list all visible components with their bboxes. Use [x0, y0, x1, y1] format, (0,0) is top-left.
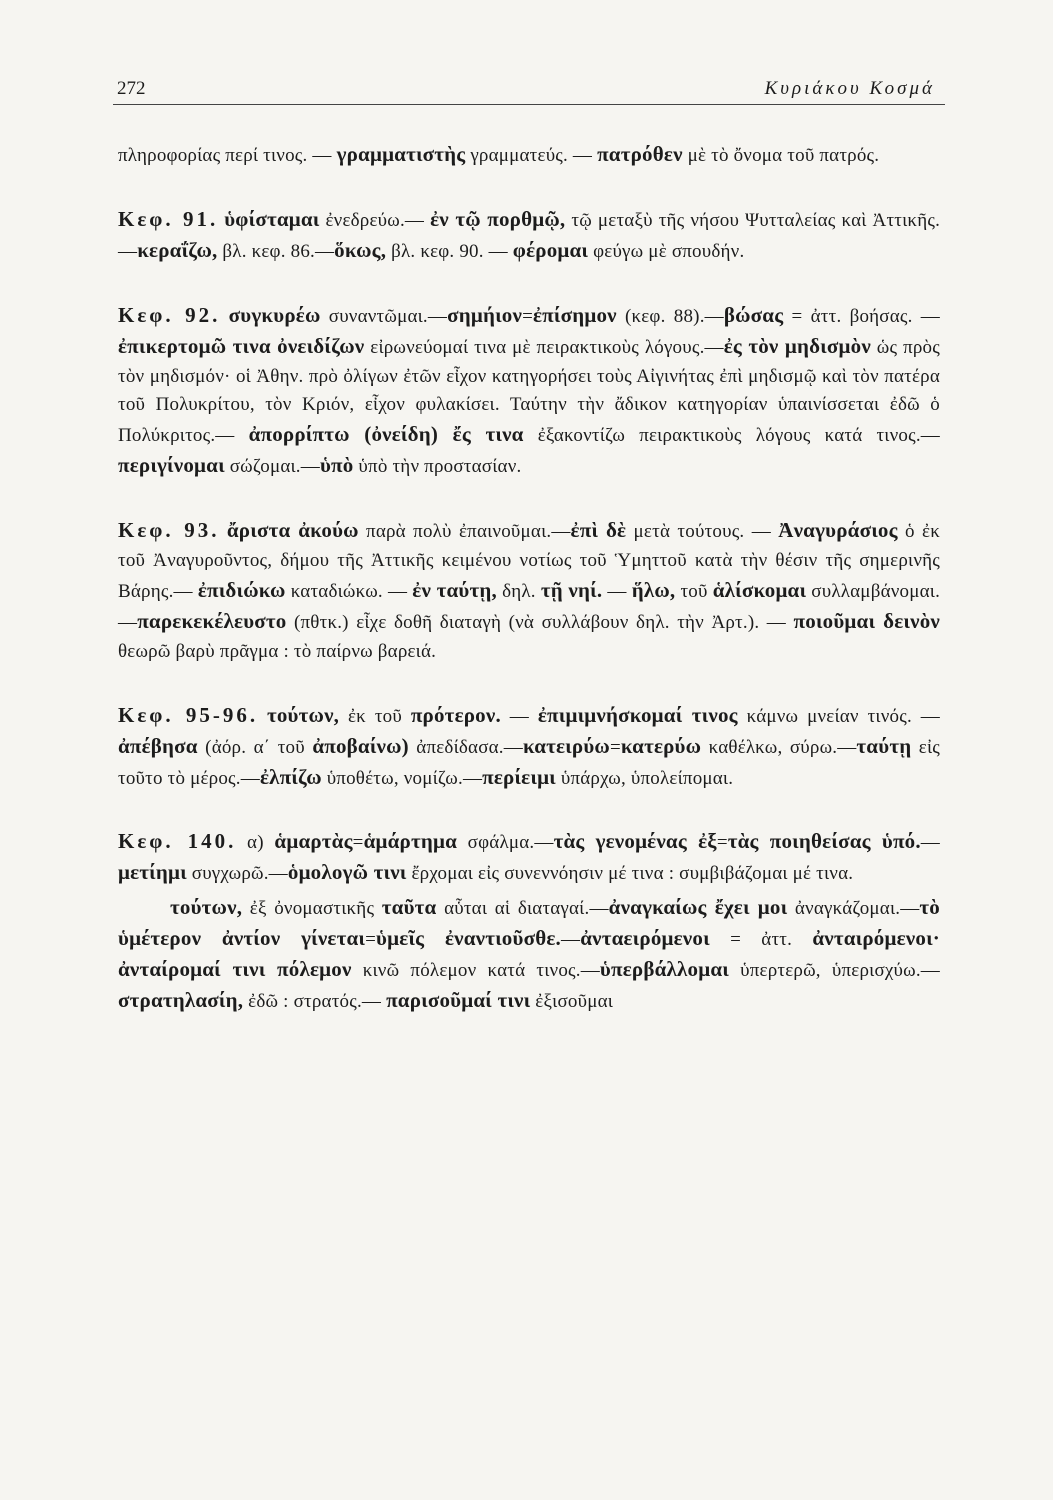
page-body [118, 140, 940, 1017]
lemma-term: ὑφίσταμαι [224, 206, 320, 231]
page-number: 272 [117, 78, 146, 99]
paragraph-continuation [118, 140, 940, 171]
chapter-ref: Κεφ. 93. [118, 518, 220, 543]
lemma-term: ἁμαρτὰς [274, 829, 353, 854]
gloss-text: ἀναγκάζομαι.— [787, 898, 920, 920]
gloss-text: = [365, 929, 377, 951]
gloss-text: τῷ μεταξὺ τῆς νήσου Ψυτταλείας καὶ Ἀττικῆς.— [118, 209, 941, 262]
lemma-term: ὑπερβάλλομαι [599, 957, 729, 982]
lemma-term: ἀνταιρόμενοι· ἀνταίρομαί τινι πόλεμον [118, 926, 940, 982]
lemma-term: ἁμάρτημα [363, 829, 458, 854]
lemma-term: πρότερον. [410, 702, 501, 727]
lemma-term: κατειρύω [522, 733, 610, 758]
gloss-text: ὑποθέτω, νομίζω.— [321, 767, 483, 789]
lemma-term: ἀπέβησα [118, 733, 198, 758]
gloss-text: ὁ ἐκ τοῦ Ἀναγυροῦντος, δήμου τῆς Ἀττικῆς κειμένου νοτίως τοῦ Ὑμηττοῦ κατὰ τὴν θέσιν τῆς σημερινῆς Βάρης.— [118, 521, 940, 602]
gloss-text: (ἀόρ. α΄ τοῦ [197, 736, 313, 758]
lemma-term: περιγίνομαι [118, 453, 225, 478]
lemma-term: παρισοῦμαί τινι [386, 987, 531, 1012]
lemma-term: τὰς ποιηθείσας ὑπό. [727, 829, 921, 854]
lemma-term: ἐπὶ δὲ [570, 518, 627, 543]
gloss-text: καθέλκω, σύρω.— [701, 736, 857, 758]
gloss-text: βλ. κεφ. 90. — [386, 240, 513, 262]
lemma-term: γραμματιστὴς [336, 142, 466, 166]
lemma-term: ὑμεῖς ἐναντιοῦσθε. [376, 926, 561, 951]
lemma-term: ὅκως, [334, 237, 387, 262]
header-rule [113, 104, 945, 105]
gloss-text: αὗται αἱ διαταγαί.— [436, 898, 609, 920]
gloss-text: γραμματεύς. — [465, 145, 598, 166]
lemma-term: ἁλίσκομαι [712, 577, 807, 602]
gloss-text: φεύγω μὲ σπουδήν. [588, 240, 745, 262]
paragraph-kef-92 [118, 301, 940, 482]
gloss-text: = [522, 305, 533, 327]
gloss-text: εἰρωνεύομαί τινα μὲ πειρακτικοὺς λόγους.— [364, 336, 724, 358]
running-head: Κυριάκου Κοσμά [764, 78, 935, 99]
lemma-term: ἄριστα ἀκούω [226, 518, 359, 543]
lemma-term: συγκυρέω [228, 302, 321, 327]
lemma-term: πατρόθεν [597, 142, 683, 166]
gloss-text: — [920, 832, 940, 854]
lemma-term: ἐπίσημον [533, 302, 617, 327]
lemma-term: ἐπιδιώκω [197, 577, 286, 602]
lemma-term: ταῦτα [381, 895, 437, 920]
gloss-text: — [602, 580, 632, 602]
gloss-text: ὡς πρὸς τὸν μηδισμόν· οἱ Ἀθην. πρὸ ὀλίγων ἐτῶν εἶχον κατηγορήσει τοὺς Αἰγινήτας ἐπὶ μηδισμῷ καὶ τὸν πατέρα τοῦ Πολυκρίτου, τὸν Κριόν, εἶχον φυλακίσει. Ταύτην τὴν ἄδικον κατηγορίαν ὑπαινίσσεται ἐδῶ ὁ Πολύκριτος.— [118, 336, 940, 447]
lemma-term: τὰς γενομένας ἐξ [553, 829, 717, 854]
lemma-term: ἀπορρίπτω (ὀνείδη) ἔς τινα [248, 422, 524, 447]
gloss-text: συγχωρῶ.— [186, 863, 288, 885]
chapter-ref: Κεφ. 91. [118, 206, 219, 231]
gloss-text: μὲ τὸ ὄνομα τοῦ πατρός. [682, 145, 880, 166]
gloss-text: βλ. κεφ. 86.— [217, 240, 335, 262]
gloss-text: ἔρχομαι εἰς συνεννόησιν μέ τινα : συμβιβάζομαι μέ τινα. [406, 863, 854, 885]
gloss-text: συναντῶμαι.— [320, 305, 448, 327]
gloss-text: κινῶ πόλεμον κατά τινος.— [351, 960, 600, 982]
lemma-term: ἐν τῷ πορθμῷ, [430, 206, 566, 231]
lemma-term: ἥλω, [631, 577, 676, 602]
lemma-term: ὑπὸ [319, 453, 354, 478]
gloss-text: (κεφ. 88).— [616, 305, 724, 327]
gloss-text: ὑπερτερῶ, ὑπερισχύω.— [729, 960, 941, 982]
lemma-term: Ἀναγυράσιος [778, 518, 898, 543]
chapter-ref: Κεφ. 92. [118, 302, 221, 327]
gloss-text: μετὰ τούτους. — [626, 521, 779, 543]
lemma-term: ἐπικερτομῶ τινα ὀνειδίζων [118, 333, 365, 358]
gloss-text: = ἀττ. [709, 929, 813, 951]
lemma-term: κατερύω [620, 733, 702, 758]
gloss-text: ἐνεδρεύω.— [319, 209, 431, 231]
chapter-ref: Κεφ. 95-96. [118, 702, 259, 727]
lemma-term: ἐς τὸν μηδισμὸν [723, 333, 871, 358]
gloss-text: — [561, 929, 581, 951]
gloss-text: ἀπεδίδασα.— [408, 736, 523, 758]
paragraph-kef-140-cont [118, 893, 940, 1017]
paragraph-kef-91 [118, 205, 940, 267]
gloss-text: συλλαμβάνομαι.— [118, 580, 941, 633]
lemma-term: κεραΐζω, [137, 237, 218, 262]
lemma-term: ποιοῦμαι δεινὸν [793, 608, 940, 633]
gloss-text: σφάλμα.— [457, 832, 554, 854]
lemma-term: τούτων, [170, 895, 243, 920]
gloss-text: σώζομαι.— [224, 456, 320, 478]
gloss-text: = [609, 736, 621, 758]
gloss-text: ἐξισοῦμαι [530, 990, 614, 1012]
lemma-term: σημήιον [447, 302, 523, 327]
lemma-term: μετίημι [118, 860, 187, 885]
gloss-text: α) [236, 832, 275, 854]
gloss-text: κάμνω μνείαν τινός. — [737, 705, 940, 727]
lemma-term: περίειμι [482, 764, 556, 789]
lemma-term: ἐν ταύτῃ, [412, 577, 497, 602]
lemma-term: παρεκεκέλευστο [137, 608, 287, 633]
lemma-term: ἀνταειρόμενοι [580, 926, 710, 951]
gloss-text: παρὰ πολὺ ἐπαινοῦμαι.— [358, 521, 571, 543]
gloss-text: θεωρῶ βαρὺ πρᾶγμα : τὸ παίρνω βαρειά. [118, 640, 437, 662]
gloss-text [258, 706, 267, 727]
paragraph-kef-95-96 [118, 701, 940, 794]
gloss-text: ἐδῶ : στρατός.— [243, 990, 387, 1012]
gloss-text: = ἀττ. βοήσας. — [783, 305, 940, 327]
gloss-text: = [352, 832, 364, 854]
gloss-text: ὑπάρχω, ὑπολείπομαι. [555, 767, 734, 789]
lemma-term: ἐλπίζω [259, 764, 322, 789]
paragraph-kef-93 [118, 516, 940, 667]
lemma-term: τούτων, [266, 702, 340, 727]
paragraph-kef-140 [118, 827, 940, 889]
lemma-term: ταύτῃ [856, 733, 912, 758]
gloss-text: ὑπὸ τὴν προστασίαν. [353, 456, 522, 478]
lemma-term: βώσας [723, 302, 784, 327]
gloss-text: εἰς τοῦτο τὸ μέρος.— [118, 736, 940, 789]
gloss-text: = [716, 832, 728, 854]
lemma-term: τὸ ὑμέτερον ἀντίον γίνεται [118, 895, 941, 951]
gloss-text: καταδιώκω. — [285, 580, 413, 602]
gloss-text: τοῦ [675, 580, 713, 602]
lemma-term: τῇ νηί. [540, 577, 603, 602]
gloss-text [220, 521, 227, 542]
page-header [113, 72, 945, 102]
lemma-term: ἀναγκαίως ἔχει μοι [608, 895, 788, 920]
chapter-ref: Κεφ. 140. [118, 829, 237, 854]
lemma-term: στρατηλασίη, [118, 987, 244, 1012]
lemma-term: ὁμολογῶ τινι [287, 860, 407, 885]
gloss-text: πληροφορίας περί τινος. — [118, 145, 337, 166]
gloss-text: ἐκ τοῦ [339, 705, 411, 727]
gloss-text: ἐξακοντίζω πειρακτικοὺς λόγους κατά τινος.— [523, 425, 940, 447]
gloss-text: (πθτκ.) εἶχε δοθῆ διαταγὴ (νὰ συλλάβουν δηλ. τὴν Ἀρτ.). — [286, 611, 794, 633]
lemma-term: ἐπιμιμνήσκομαί τινος [537, 702, 738, 727]
gloss-text: ἐξ ὀνομαστικῆς [242, 898, 382, 920]
gloss-text: δηλ. [496, 580, 541, 602]
gloss-text [220, 306, 228, 327]
gloss-text: — [500, 705, 538, 727]
lemma-term: ἀποβαίνω) [312, 733, 409, 758]
lemma-term: φέρομαι [512, 237, 589, 262]
